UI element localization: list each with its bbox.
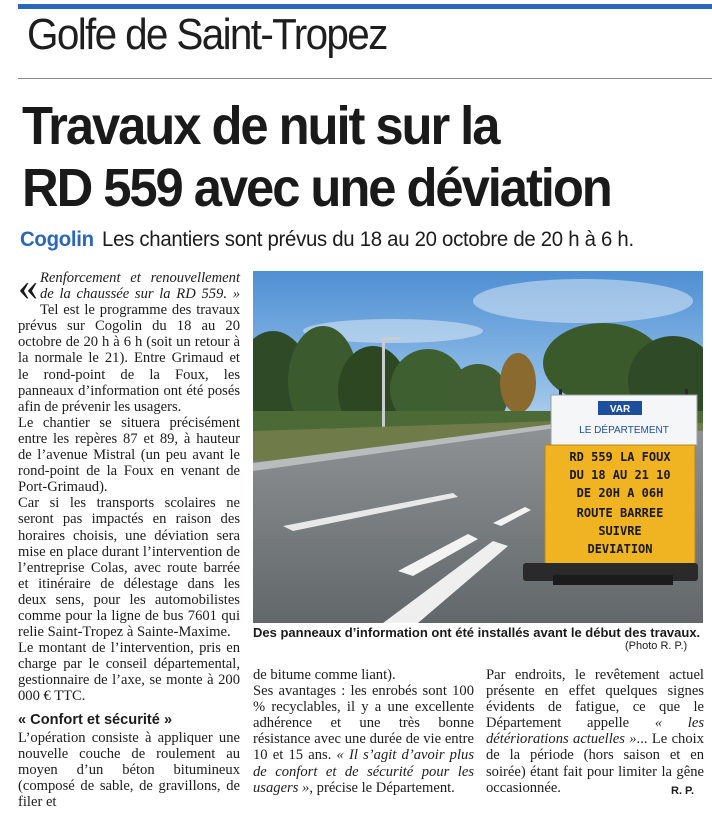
sign-line-2: DU 18 AU 21 10	[569, 468, 671, 482]
sign-line-5: SUIVRE	[598, 524, 642, 538]
article-photo	[253, 271, 703, 623]
paragraph-1	[18, 264, 240, 415]
headline	[22, 95, 611, 219]
paragraph-7-quote: « Il s’agit d’avoir plus de confort et de sécurité pour les usagers »	[253, 747, 475, 796]
article-column-1	[18, 264, 240, 810]
drop-quote: «	[18, 264, 38, 309]
sign-line-1: RD 559 LA FOUX	[569, 450, 671, 464]
article-column-3	[486, 667, 704, 796]
headline-line-2: RD 559 avec une déviation	[22, 158, 611, 218]
lead-text: Tel est le programme des travaux prévus sur Cogolin du 18 au 20 octobre de 20 h à 6 h (soit un retour à la normale le 21). Entre Grimaud et le rond-point de la Foux, les panneaux d’information ont été posés afin de prévenir les usagers.	[18, 302, 240, 415]
paragraph-2: Le chantier se situera précisément entre les repères 87 et 89, à hauteur de l’avenue Mistral (un peu avant le rond-point de la Foux en venant de Port-Grimaud).	[18, 414, 240, 496]
section-divider	[18, 78, 712, 79]
paragraph-4: Le montant de l’intervention, pris en charge par le conseil départemental, gestionnaire de l’axe, se monte à 200 000 € TTC.	[18, 640, 240, 705]
kicker-place: Cogolin	[20, 228, 94, 251]
sign-line-3: DE 20H A 06H	[576, 486, 664, 500]
paragraph-7	[253, 683, 474, 796]
lead-quote: Renforcement et renouvellement de la chaussée sur la RD 559. »	[40, 270, 240, 303]
paragraph-6: de bitume comme liant).	[253, 667, 396, 683]
kicker	[20, 228, 634, 252]
headline-line-1: Travaux de nuit sur la	[22, 96, 499, 156]
sign-brand: VAR	[609, 404, 631, 415]
sign-line-6: DEVIATION	[587, 542, 653, 556]
photo-caption: Des panneaux d’information ont été installés avant le début des travaux.	[253, 625, 701, 640]
paragraph-7-text: Ses avantages : les enrobés sont 100 % recyclables, il y a une excellente adhérence et une très bonne résistance avec une durée de vie entre 10 et 15 ans.	[253, 683, 474, 764]
top-accent-bar	[18, 4, 712, 9]
section-title: Golfe de Saint-Tropez	[27, 10, 387, 59]
subheading: « Confort et sécurité »	[18, 711, 173, 728]
author-signature: R. P.	[671, 785, 695, 797]
paragraph-8-text: Par endroits, le revêtement actuel présente en effet quelques signes évidents de fatigue, ce que le Département appelle	[486, 667, 704, 732]
road-scene-illustration	[253, 271, 703, 623]
paragraph-7-end: , précise le Département.	[309, 779, 455, 796]
paragraph-8	[486, 667, 704, 796]
paragraph-5: L’opération consiste à appliquer une nouvelle couche de roulement au moyen d’un béton bitumineux (composé de sable, de gravillons, de filer et	[18, 729, 240, 810]
sign-line-4: ROUTE BARREE	[576, 506, 664, 520]
paragraph-8-end: ... Le choix de la période (hors saison et en soirée) étant fait pour limiter la gêne occasionnée.	[486, 731, 704, 796]
paragraph-3: Car si les transports scolaires ne seront pas impactés en raison des horaires choisis, une déviation sera mise en place durant l’intervention de l’entreprise Colas, avec route barrée et itinéraire de délestage dans les deux sens, pour les automobilistes comme pour la ligne de bus 7601 qui relie Saint-Tropez à Sainte-Maxime.	[18, 495, 240, 641]
sign-org: LE DÉPARTEMENT	[579, 425, 669, 436]
kicker-text: Les chantiers sont prévus du 18 au 20 octobre de 20 h à 6 h.	[102, 228, 634, 251]
photo-credit: (Photo R. P.)	[625, 640, 688, 652]
article-column-2	[253, 667, 474, 796]
paragraph-8-quote: « les détériorations actuelles »	[486, 715, 704, 748]
